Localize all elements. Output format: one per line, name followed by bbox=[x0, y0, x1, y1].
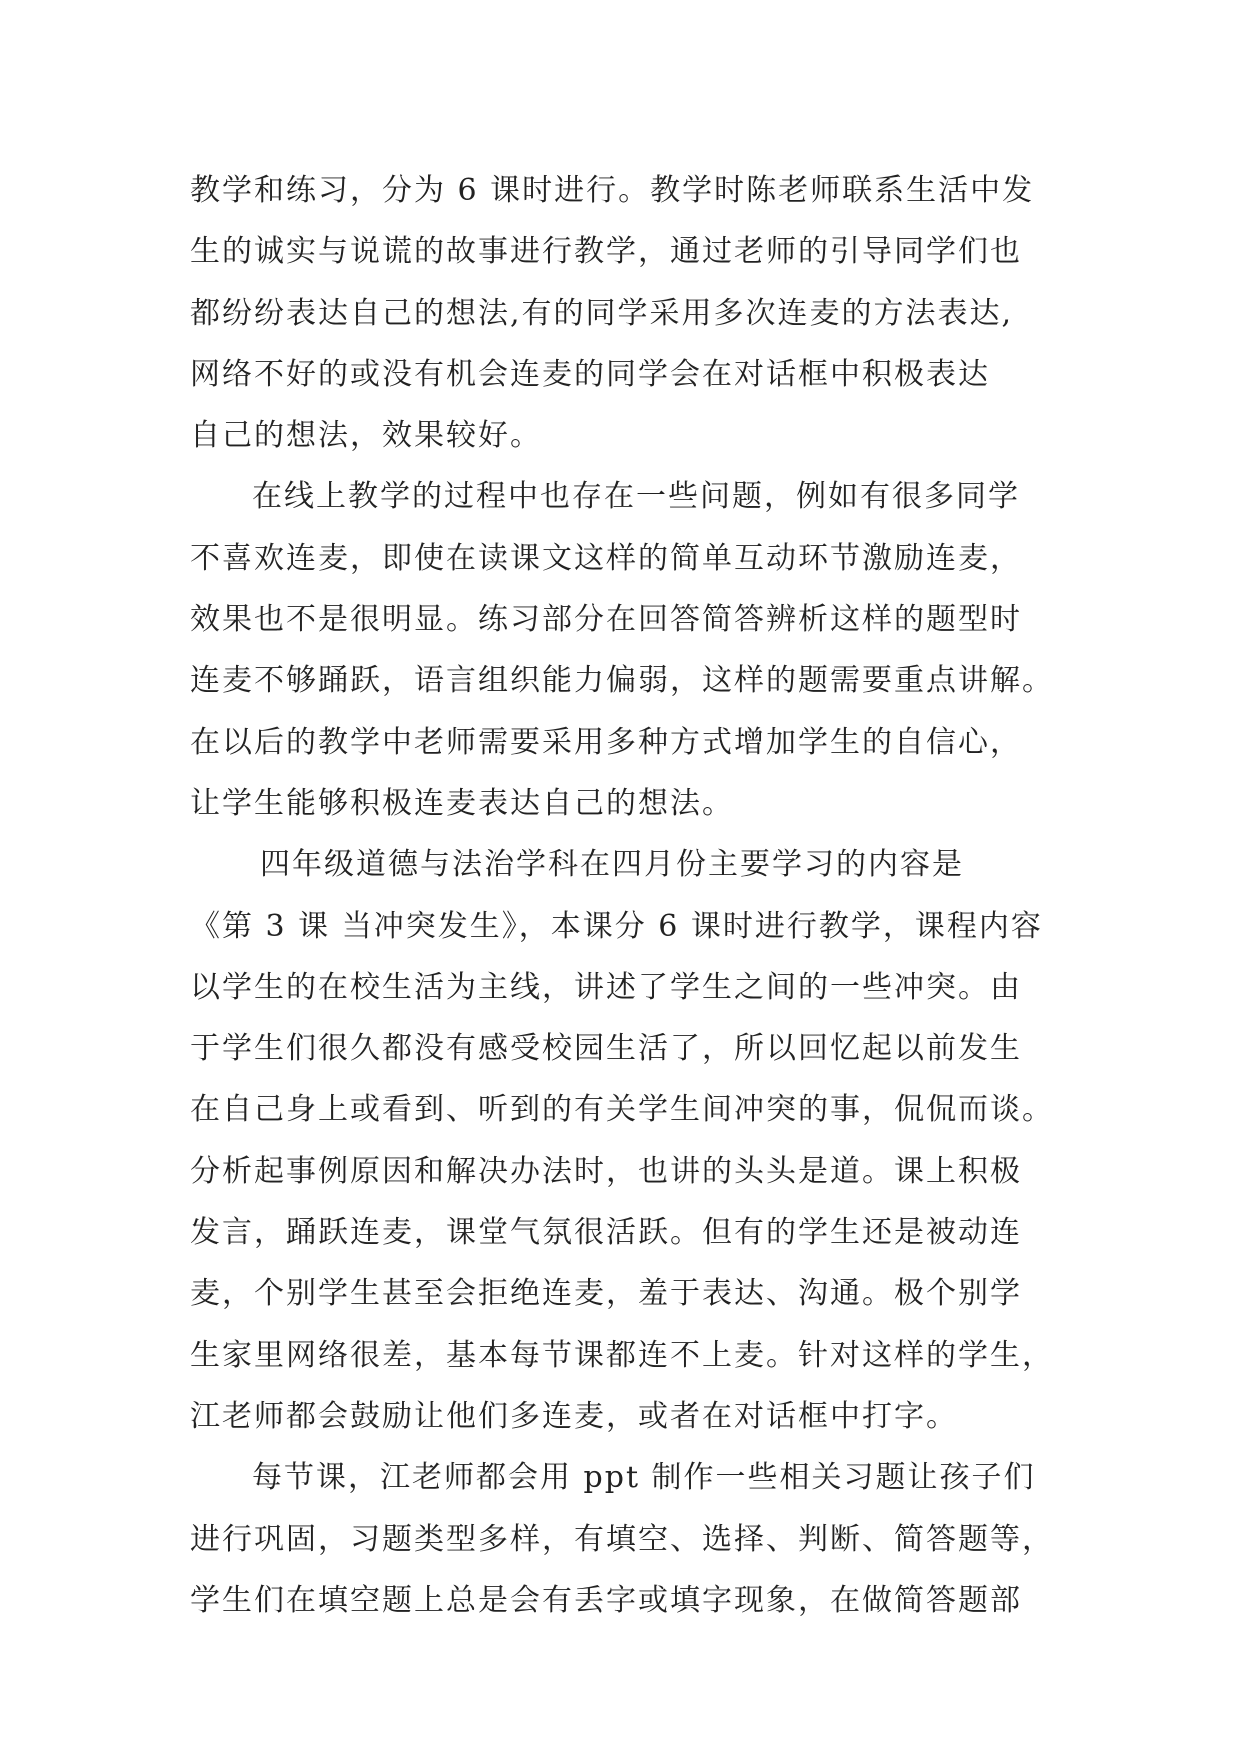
text-line: 都纷纷表达自己的想法,有的同学采用多次连麦的方法表达, bbox=[190, 295, 1014, 331]
text-line: 连麦不够踊跃，语言组织能力偏弱，这样的题需要重点讲解。 bbox=[190, 663, 1054, 699]
text-line: 分析起事例原因和解决办法时，也讲的头头是道。课上积极 bbox=[190, 1153, 1022, 1189]
document-body bbox=[190, 160, 1090, 1631]
paragraph-start-line: 在线上教学的过程中也存在一些问题，例如有很多同学 bbox=[252, 479, 1020, 515]
text-line: 进行巩固，习题类型多样，有填空、选择、判断、简答题等， bbox=[190, 1521, 1054, 1557]
text-line: 在自己身上或看到、听到的有关学生间冲突的事，侃侃而谈。 bbox=[190, 1092, 1054, 1128]
text-line: 江老师都会鼓励让他们多连麦，或者在对话框中打字。 bbox=[190, 1398, 958, 1434]
paragraph-start-line: 四年级道德与法治学科在四月份主要学习的内容是 bbox=[260, 847, 964, 883]
text-line: 发言，踊跃连麦，课堂气氛很活跃。但有的学生还是被动连 bbox=[190, 1215, 1022, 1251]
text-line: 麦，个别学生甚至会拒绝连麦，羞于表达、沟通。极个别学 bbox=[190, 1276, 1022, 1312]
text-line: 以学生的在校生活为主线，讲述了学生之间的一些冲突。由 bbox=[190, 969, 1022, 1005]
text-line: 学生们在填空题上总是会有丢字或填字现象，在做简答题部 bbox=[190, 1582, 1022, 1618]
text-line: 生的诚实与说谎的故事进行教学，通过老师的引导同学们也 bbox=[190, 234, 1022, 270]
paragraph-start-line: 每节课，江老师都会用 ppt 制作一些相关习题让孩子们 bbox=[252, 1460, 1036, 1496]
text-line: 自己的想法，效果较好。 bbox=[190, 418, 542, 454]
text-line: 让学生能够积极连麦表达自己的想法。 bbox=[190, 785, 734, 821]
text-line: 《第 3 课 当冲突发生》，本课分 6 课时进行教学，课程内容 bbox=[190, 908, 1043, 944]
text-line: 于学生们很久都没有感受校园生活了，所以回忆起以前发生 bbox=[190, 1031, 1022, 1067]
text-line: 教学和练习，分为 6 课时进行。教学时陈老师联系生活中发 bbox=[190, 173, 1035, 208]
text-line: 生家里网络很差，基本每节课都连不上麦。针对这样的学生， bbox=[190, 1337, 1054, 1373]
text-line: 不喜欢连麦，即使在读课文这样的简单互动环节激励连麦， bbox=[190, 540, 1022, 576]
text-line: 在以后的教学中老师需要采用多种方式增加学生的自信心， bbox=[190, 724, 1022, 760]
text-line: 效果也不是很明显。练习部分在回答简答辨析这样的题型时 bbox=[190, 602, 1022, 638]
text-line: 网络不好的或没有机会连麦的同学会在对话框中积极表达 bbox=[190, 356, 990, 392]
